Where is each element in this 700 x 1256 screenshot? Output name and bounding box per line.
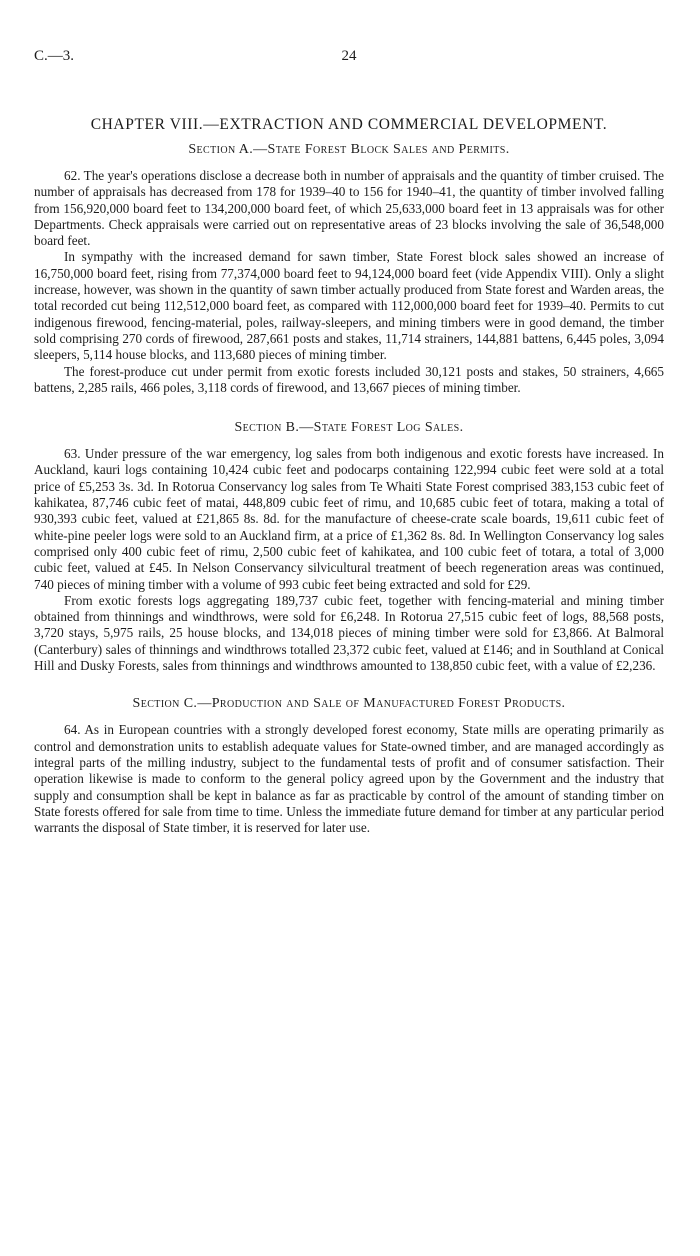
paragraph-exotic-permits: The forest-produce cut under permit from exotic forests included 30,121 posts and stakes, 50 strainers, 4,665 battens, 2,285 rails, 466 poles, 3,118 cords of firewood, and 13,667 pieces of mining timber. [34, 363, 664, 395]
section-c [34, 696, 664, 836]
section-c-title: Section C.—Production and Sale of Manufactured Forest Products. [132, 696, 566, 712]
paragraph-62: 62. The year's operations disclose a decrease both in number of appraisals and the quantity of timber cruised. The number of appraisals has decreased from 178 for 1939–40 to 156 for 1940–41, the quantity of timber involved falling from 156,920,000 board feet to 134,200,000 board feet, of which 25,633,000 board feet in 13 appraisals was for other Departments. Check appraisals were carried out on representative areas of 23 blocks involving the sale of 36,548,000 board feet. [34, 168, 664, 249]
section-a [34, 142, 664, 396]
paragraph-64: 64. As in European countries with a strongly developed forest economy, State mills are operating primarily as control and demonstration units to establish adequate values for State-owned timber, and are managed accordingly as integral parts of the milling industry, subject to the fundamental tests of profit and of consumer satisfaction. Their operation likewise is made to conform to the general policy agreed upon by the Government and the industry that supply and consumption shall be kept in balance as far as practicable by control of the amount of standing timber on State forests offered for sale from time to time. Unless the immediate future demand for timber at any particular period warrants the disposal of State timber, it is reserved for later use. [34, 722, 664, 836]
document-reference: C.—3. [34, 48, 75, 64]
document-page [34, 0, 664, 836]
section-b-title: Section B.—State Forest Log Sales. [234, 420, 464, 436]
chapter-title: CHAPTER VIII.—EXTRACTION AND COMMERCIAL DEVELOPMENT. [90, 116, 608, 133]
page-number: 24 [341, 48, 357, 64]
paragraph-63: 63. Under pressure of the war emergency, log sales from both indigenous and exotic forests have increased. In Auckland, kauri logs containing 10,424 cubic feet and podocarps containing 122,994 cubic feet were sold at a total price of £5,253 3s. 3d. In Rotorua Conservancy log sales from Te Whaiti State Forest comprised 383,153 cubic feet of kahikatea, 87,746 cubic feet of matai, 448,809 cubic feet of rimu, and 10,685 cubic feet of totara, making a total of 930,393 cubic feet, valued at £21,865 8s. 8d. for the manufacture of cheese-crate scale boards, 19,611 cubic feet of white-pine peeler logs were sold to an Auckland firm, at a price of £1,362 8s. 8d. In Wellington Conservancy log sales comprised only 400 cubic feet of rimu, 2,500 cubic feet of kahikatea, and 100 cubic feet of totara, a total of 3,000 cubic feet, valued at £45. In Nelson Conservancy silvicultural treatment of beech regeneration areas was continued, 740 pieces of mining timber with a volume of 993 cubic feet being extracted and sold for £29. [34, 446, 664, 592]
section-b [34, 420, 664, 674]
page-header [34, 0, 664, 64]
section-a-title: Section A.—State Forest Block Sales and Permits. [188, 142, 510, 157]
paragraph-exotic-log-sales: From exotic forests logs aggregating 189,737 cubic feet, together with fencing-material and mining timber obtained from thinnings and windthrows, were sold for £6,248. In Rotorua 27,515 cubic feet of logs, 88,568 posts, 3,720 stays, 5,975 rails, 25 house blocks, and 134,018 pieces of mining timber were sold for £3,866. At Balmoral (Canterbury) sales of thinnings and windthrows totalled 23,372 cubic feet, valued at £146; and in Southland at Conical Hill and Dusky Forests, sales from thinnings and windthrows amounted to 138,850 cubic feet, with a value of £2,236. [34, 592, 664, 674]
paragraph-block-sales: In sympathy with the increased demand for sawn timber, State Forest block sales showed an increase of 16,750,000 board feet, rising from 77,374,000 board feet to 94,124,000 board feet (vide Appendix VIII). Only a slight increase, however, was shown in the quantity of sawn timber actually produced from State forest and Warden areas, the total recorded cut being 112,512,000 board feet, as compared with 112,000,000 board feet for 1939–40. Permits to cut indigenous firewood, fencing-material, poles, railway-sleepers, and mining timbers were in good demand, the timber sold comprising 270 cords of firewood, 287,661 posts and stakes, 11,714 strainers, 144,881 battens, 6,445 poles, 3,094 sleepers, 5,114 house blocks, and 113,680 pieces of mining timber. [34, 249, 664, 363]
